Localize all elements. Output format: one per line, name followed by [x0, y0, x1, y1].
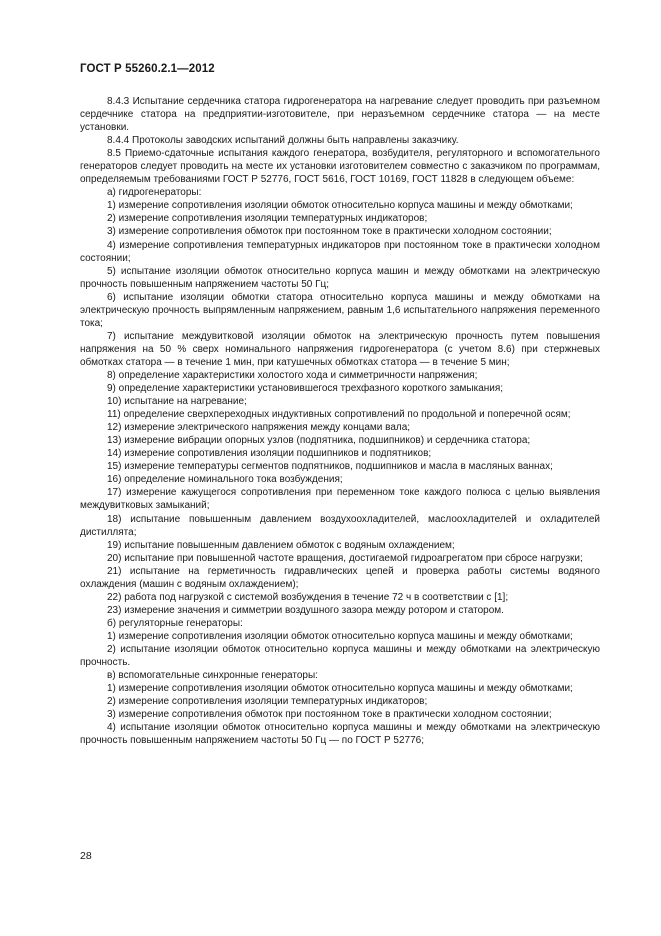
list-item: 1) измерение сопротивления изоляции обмоток относительно корпуса машины и между обмотками; — [107, 683, 573, 695]
list-item: 18) испытание повышенным давлением воздухоохладителей, маслоохладителей и охладителей дистиллята; — [80, 513, 600, 538]
list-item: 2) измерение сопротивления изоляции температурных индикаторов; — [107, 696, 428, 708]
list-item: 14) измерение сопротивления изоляции подшипников и подпятников; — [107, 448, 432, 460]
list-item: 23) измерение значения и симметрии воздушного зазора между ротором и статором. — [107, 604, 504, 616]
list-heading: а) гидрогенераторы: — [107, 187, 202, 199]
paragraph: 8.4.4 Протоколы заводских испытаний должны быть направлены заказчику. — [107, 135, 459, 147]
list-item: 16) определение номинального тока возбуждения; — [107, 474, 343, 486]
list-item: 6) испытание изоляции обмотки статора относительно корпуса машины и между обмотками на электрическую прочность выпрямленным напряжением, равным 1,6 испытательного напряжения переменного тока; — [80, 291, 600, 329]
list-item: 19) испытание повышенным давлением обмоток с водяным охлаждением; — [107, 539, 455, 551]
list-item: 12) измерение электрического напряжения между концами вала; — [107, 422, 411, 434]
list-item: 1) измерение сопротивления изоляции обмоток относительно корпуса машины и между обмотками; — [107, 200, 573, 212]
list-item: 21) испытание на герметичность гидравлических цепей и проверка работы системы водяного охлаждения (машин с водяным охлаждением); — [80, 565, 600, 590]
list-item: 8) определение характеристики холостого хода и симметричности напряжения; — [107, 369, 478, 381]
list-item: 15) измерение температуры сегментов подпятников, подшипников и масла в масляных ваннах; — [107, 461, 553, 473]
list-item: 3) измерение сопротивления обмоток при постоянном токе в практически холодном состоянии; — [107, 709, 552, 721]
list-item: 9) определение характеристики установившегося трехфазного короткого замыкания; — [107, 383, 504, 395]
list-item: 13) измерение вибрации опорных узлов (подпятника, подшипников) и сердечника статора; — [107, 435, 531, 447]
document-body — [80, 95, 600, 747]
list-item: 22) работа под нагрузкой с системой возбуждения в течение 72 ч в соответствии с [1]; — [107, 591, 509, 603]
paragraph: 8.4.3 Испытание сердечника статора гидрогенератора на нагревание следует проводить при разъемном сердечнике статора на предприятии-изготовителе, при неразъемном сердечнике статора — на месте установки. — [80, 96, 600, 134]
list-item: 1) измерение сопротивления изоляции обмоток относительно корпуса машины и между обмотками; — [107, 630, 573, 642]
list-item: 4) испытание изоляции обмоток относительно корпуса машины и между обмотками на электрическую прочность повышенным напряжением частоты 50 Гц — по ГОСТ Р 52776; — [80, 722, 600, 747]
list-item: 3) измерение сопротивления обмоток при постоянном токе в практически холодном состоянии; — [107, 226, 552, 238]
list-item: 4) измерение сопротивления температурных индикаторов при постоянном токе в практически холодном состоянии; — [80, 239, 600, 264]
list-item: 17) измерение кажущегося сопротивления при переменном токе каждого полюса с целью выявления междувитковых замыканий; — [80, 487, 600, 512]
list-item: 7) испытание междувитковой изоляции обмоток на электрическую прочность путем повышения напряжения на 50 % сверх номинального напряжения гидрогенератора (с учетом 8.6) при стержневых обмотках статора — в течение 1 мин, при катушечных обмотках статора — в течение 5 мин; — [80, 330, 600, 368]
paragraph: 8.5 Приемо-сдаточные испытания каждого генератора, возбудителя, регуляторного и вспомогательного генераторов следует проводить на месте их установки изготовителем совместно с заказчиком по программам, определяемым требованиями ГОСТ Р 52776, ГОСТ 5616, ГОСТ 10169, ГОСТ 11828 в следующем объеме: — [80, 148, 600, 186]
page-header: ГОСТ Р 55260.2.1—2012 — [80, 63, 215, 75]
list-item: 11) определение сверхпереходных индуктивных сопротивлений по продольной и поперечной осям; — [107, 409, 571, 421]
list-item: 5) испытание изоляции обмоток относительно корпуса машин и между обмотками на электрическую прочность повышенным напряжением частоты 50 Гц; — [80, 265, 600, 290]
page-number: 28 — [80, 850, 92, 862]
list-item: 2) испытание изоляции обмоток относительно корпуса машины и между обмотками на электрическую прочность. — [80, 643, 600, 669]
list-item: 10) испытание на нагревание; — [107, 396, 247, 408]
list-item: 20) испытание при повышенной частоте вращения, достигаемой гидроагрегатом при сбросе нагрузки; — [107, 552, 583, 564]
list-heading: в) вспомогательные синхронные генераторы: — [107, 670, 318, 682]
list-heading: б) регуляторные генераторы: — [107, 617, 243, 629]
list-item: 2) измерение сопротивления изоляции температурных индикаторов; — [107, 213, 428, 225]
